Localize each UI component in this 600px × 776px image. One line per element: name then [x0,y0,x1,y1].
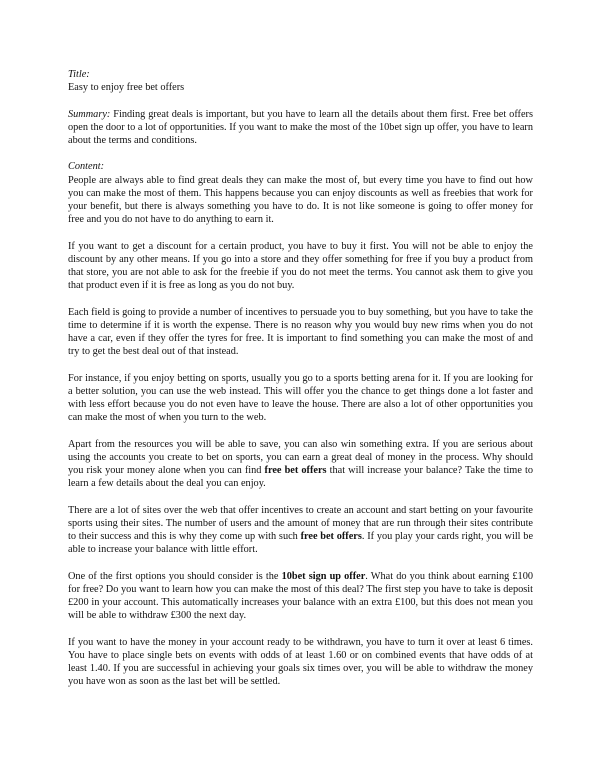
paragraph-8-block [68,636,533,689]
paragraph-7-text-b: . What do you think about earning £100 for free? Do you want to learn how you can make the most of this deal? The first step you have to take is deposit £200 in your account. This automatically increases your balance with an extra £100, but this does not mean you will be able to withdraw £300 the next day. [68,570,533,622]
paragraph-8: If you want to have the money in your account ready to be withdrawn, you have to turn it over at least 6 times. You have to place single bets on events with odds of at least 1.60 or on combined events that have odds of at least 1.40. If you are successful in achieving your goals six times over, you will be able to withdraw the money you have won as soon as the last bet will be settled. [68,636,533,688]
paragraph-7-keyword: 10bet sign up offer [281,570,366,582]
summary-text: Finding great deals is important, but you have to learn all the details about them first. Free bet offers open the door to a lot of opportunities. If you want to make the most of the 10bet sign up offer, you have to learn about the terms and conditions. [68,108,533,146]
paragraph-2-block [68,240,533,293]
paragraph-6-keyword: free bet offers [300,531,362,542]
paragraph-5-keyword: free bet offers [264,465,327,476]
document-page [68,68,533,702]
paragraph-5-text-b: that will increase your balance? Take the time to learn a few details about the deal you can enjoy. [68,465,533,490]
paragraph-4-block [68,372,533,425]
paragraph-7-block [68,570,533,623]
title-section [68,68,533,94]
paragraph-3-block [68,306,533,359]
paragraph-5-text-a: Apart from the resources you will be able to save, you can also win something extra. If you are serious about using the accounts you create to bet on sports, you can earn a great deal of money in the process. Why should you risk your money alone when you can find [68,438,533,476]
paragraph-6 [68,504,533,557]
paragraph-7-text-a: One of the first options you should consider is the [68,570,282,582]
document-title: Easy to enjoy free bet offers [68,82,185,94]
paragraph-6-text-a: There are a lot of sites over the web that offer incentives to create an account and start betting on your favourite sports using their sites. The number of users and the amount of money that are run through their sites contribute to their success and this is why they come up with such [68,504,533,542]
paragraph-3: Each field is going to provide a number of incentives to persuade you to buy something, but you have to take the time to determine if it is worth the expense. There is no reason why you would buy new rims when you do not have a car, even if they offer the tyres for free. It is important to find something you can make the most of and try to get the best deal out of that instead. [68,306,533,358]
content-label: Content: [68,161,105,173]
paragraph-1: People are always able to find great deals they can make the most of, but every time you have to find out how you can make the most of them. This happens because you can enjoy discounts as well as freebies that work for your benefit, but there is always something you have to do. It is not like someone is going to offer money for free and you do not have to do anything to earn it. [68,174,533,226]
paragraph-2: If you want to get a discount for a certain product, you have to buy it first. You will not be able to enjoy the discount by any other means. If you go into a store and they offer something for free if you buy a product from that store, you are not able to ask for the freebie if you do not meet the terms. You cannot ask them to give you that product even if it is free as long as you do not buy. [68,240,533,292]
paragraph-4: For instance, if you enjoy betting on sports, usually you go to a sports betting arena for it. If you are looking for a better solution, you can use the web instead. This will offer you the chance to get things done a lot faster and with less effort because you do not even have to leave the house. There are also a lot of other opportunities you can make the most of when you turn to the web. [68,372,533,424]
paragraph-5-block [68,438,533,491]
title-label: Title: [68,69,90,80]
paragraph-6-block [68,504,533,557]
summary-label: Summary: [68,108,111,120]
paragraph-6-text-b: . If you play your cards right, you will be able to increase your balance with little effort. [68,531,534,556]
paragraph-5 [68,438,533,491]
content-section [68,160,533,226]
paragraph-7 [68,570,533,623]
summary-section [68,108,533,148]
